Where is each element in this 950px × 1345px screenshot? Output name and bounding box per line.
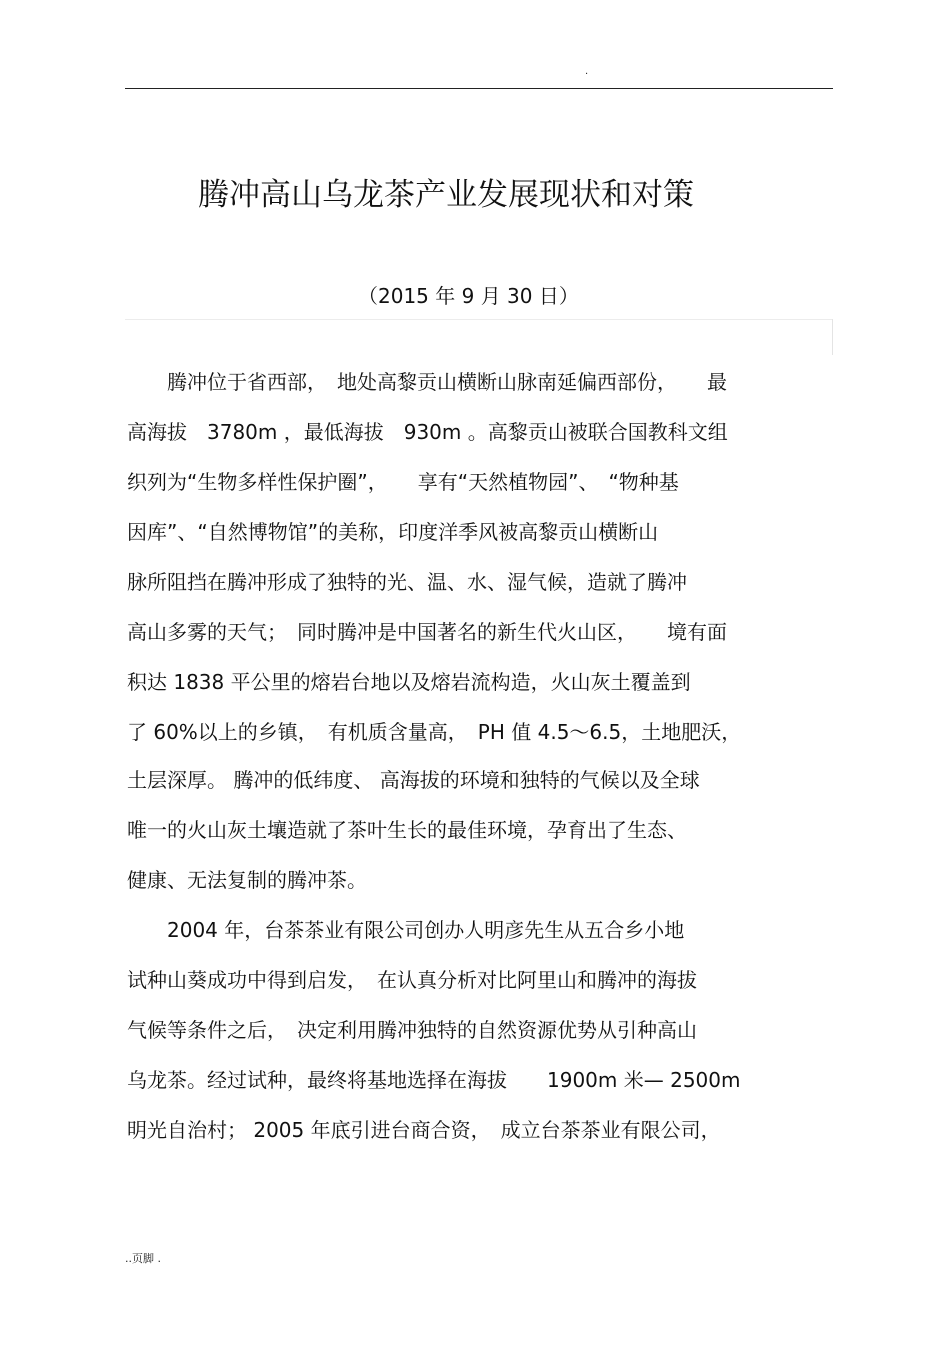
text-line: 脉所阻挡在腾冲形成了独特的光、温、水、湿气候，造就了腾冲 — [127, 570, 687, 594]
text-line: 高海拔 3780m ，最低海拔 930m 。高黎贡山被联合国教科文组 — [127, 420, 728, 444]
text-line: 乌龙茶。经过试种，最终将基地选择在海拔 1900m 米— 2500m — [127, 1068, 741, 1092]
page-footer: ..页脚 . — [125, 1252, 161, 1265]
text-line: 织列为“生物多样性保护圈”， 享有“天然植物园”、 “物种基 — [127, 470, 679, 494]
text-line: 高山多雾的天气； 同时腾冲是中国著名的新生代火山区， 境有面 — [127, 620, 727, 644]
text-line: 了 60%以上的乡镇， 有机质含量高， PH 值 4.5～6.5，土地肥沃， — [127, 720, 742, 744]
text-line: 土层深厚。 腾冲的低纬度、 高海拔的环境和独特的气候以及全球 — [127, 768, 700, 792]
text-line: 试种山葵成功中得到启发， 在认真分析对比阿里山和腾冲的海拔 — [127, 968, 697, 992]
header-mark: . — [585, 66, 589, 77]
document-date: （2015 年 9 月 30 日） — [358, 284, 579, 308]
faint-divider-vertical — [832, 319, 833, 355]
text-line: 因库”、“自然博物馆”的美称，印度洋季风被高黎贡山横断山 — [127, 520, 659, 544]
document-title: 腾冲高山乌龙茶产业发展现状和对策 — [198, 177, 694, 213]
header-rule — [125, 88, 833, 89]
text-line: 积达 1838 平公里的熔岩台地以及熔岩流构造，火山灰土覆盖到 — [127, 670, 691, 694]
text-line: 气候等条件之后， 决定利用腾冲独特的自然资源优势从引种高山 — [127, 1018, 697, 1042]
text-line: 2004 年，台茶茶业有限公司创办人明彦先生从五合乡小地 — [127, 918, 685, 942]
text-line: 腾冲位于省西部， 地处高黎贡山横断山脉南延偏西部份， 最 — [127, 370, 727, 394]
faint-divider — [125, 319, 833, 320]
text-line: 明光自治村； 2005 年底引进台商合资， 成立台茶茶业有限公司， — [127, 1118, 721, 1142]
text-line: 唯一的火山灰土壤造就了茶叶生长的最佳环境，孕育出了生态、 — [127, 818, 687, 842]
text-line: 健康、无法复制的腾冲茶。 — [127, 868, 367, 892]
